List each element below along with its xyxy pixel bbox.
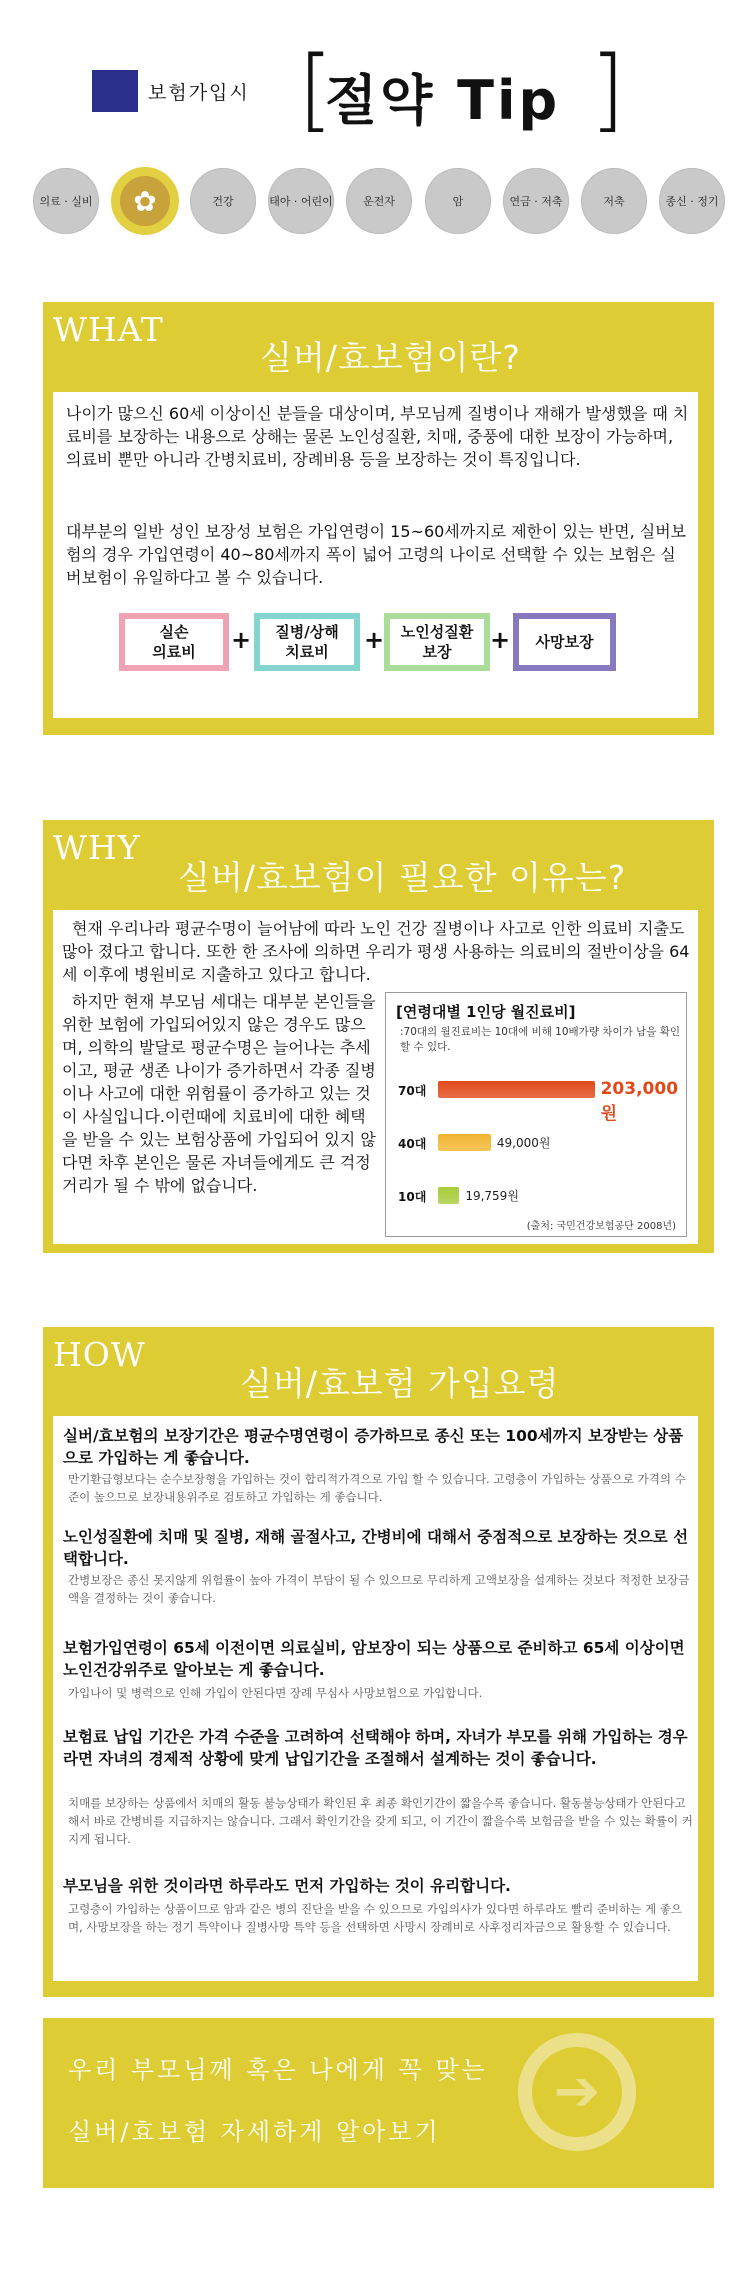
how-tip-3-detail: 가입나이 및 병력으로 인해 가입이 안된다면 장례 무심사 사망보험으로 가입합니다. — [68, 1686, 483, 1700]
nav-label: 암 — [452, 195, 464, 208]
why-paragraph-2: 하지만 현재 부모님 세대는 대부분 본인들을 위한 보험에 가입되어있지 않은 경우도 많으며, 의학의 발달로 평균수명은 늘어나는 추세이고, 평균 생존 나이가 증가하면서 각종 질병이나 사고에 대한 위험률이 증가하고 있는 것이 사실입니다.이런때에 치료비에 대한 혜택을 받을 수 있는 보험상품에 가입되어 있지 않다면 차후 본인은 물론 자녀들에게도 큰 걱정 거리가 될 수 밖에 없습니다. — [62, 992, 376, 1195]
nav-item-pension[interactable] — [503, 168, 569, 234]
how-label: HOW — [53, 1335, 146, 1374]
chip-line: 실손 — [159, 623, 189, 641]
plus-icon: + — [364, 626, 385, 654]
why-paragraph-1: 현재 우리나라 평균수명이 늘어남에 따라 노인 건강 질병이나 사고로 인한 의료비 지출도 많아 졌다고 합니다. 또한 한 조사에 의하면 우리가 평생 사용하는 의료비의 절반이상을 64세 이후에 병원비로 지출하고 있다고 합니다. — [62, 919, 690, 984]
what-paragraph-2: 대부분의 일반 성인 보장성 보험은 가입연령이 15~60세까지로 제한이 있는 반면, 실버보험의 경우 가입연령이 40~80세까지 폭이 넓어 고령의 나이로 선택할 수 있는 보험은 실버보험이 유일하다고 볼 수 있습니다. — [66, 522, 687, 587]
chart-source: (출처: 국민건강보험공단 2008년) — [526, 1221, 676, 1232]
arrow-glyph: ➔ — [553, 2059, 601, 2124]
chip-treatment — [254, 613, 360, 671]
category-nav — [33, 168, 733, 238]
title-bracket-left: [ — [298, 37, 334, 142]
chip-line: 치료비 — [285, 643, 329, 661]
chip-line: 의료비 — [152, 643, 196, 661]
plus-icon: + — [231, 626, 252, 654]
nav-label: 종신 · 정기 — [665, 195, 719, 208]
header-badge — [92, 70, 290, 112]
chart-subtitle: :70대의 월진료비는 10대에 비해 10배가량 차이가 남을 확인할 수 있다. — [400, 1026, 680, 1053]
chart-category-label: 40대 — [398, 1137, 427, 1151]
nav-item-health[interactable] — [190, 168, 256, 234]
plus-icon: + — [490, 626, 511, 654]
what-label: WHAT — [53, 310, 164, 349]
what-paragraph-1: 나이가 많으신 60세 이상이신 분들을 대상이며, 부모님께 질병이나 재해가 발생했을 때 치료비를 보장하는 내용으로 상해는 물론 노인성질환, 치매, 중풍에 대한 보장이 가능하며, 의료비 뿐만 아니라 간병치료비, 장례비용 등을 보장하는 것이 특징입니다. — [66, 404, 689, 469]
chip-line: 보장 — [422, 643, 452, 661]
how-tip-5-heading: 부모님을 위한 것이라면 하루라도 먼저 가입하는 것이 유리합니다. — [63, 1877, 511, 1895]
cta-line-1[interactable]: 우리 부모님께 혹은 나에게 꼭 맞는 — [68, 2056, 488, 2084]
nav-item-medical[interactable] — [33, 168, 99, 234]
how-tip-2-detail: 간병보장은 종신 못지않게 위험률이 높아 가격이 부담이 될 수 있으므로 무리하게 고액보장을 설계하는 것보다 적정한 보장금액을 결정하는 것이 좋습니다. — [68, 1573, 690, 1605]
nav-item-savings[interactable] — [581, 168, 647, 234]
chart-value-label: 203,000원 — [600, 1079, 679, 1124]
chip-senior-disease — [384, 613, 490, 671]
nav-label: 의료 · 실비 — [39, 195, 93, 208]
chart-category-label: 70대 — [398, 1084, 427, 1098]
how-tip-1-heading: 실버/효보험의 보장기간은 평균수명연령이 증가하므로 종신 또는 100세까지 보장받는 상품으로 가입하는 게 좋습니다. — [63, 1427, 684, 1467]
nav-label: 저축 — [603, 195, 625, 208]
chart-value-label: 19,759원 — [465, 1189, 519, 1203]
chip-line: 질병/상해 — [275, 623, 339, 641]
chip-death — [513, 613, 616, 671]
chip-line: 사망보장 — [535, 633, 594, 651]
how-title: 실버/효보험 가입요령 — [240, 1364, 560, 1403]
how-tip-4-detail: 치매를 보장하는 상품에서 치매의 활동 불능상태가 확인된 후 최종 확인기간이 짧을수록 좋습니다. 활동불능상태가 안된다고 해서 바로 간병비를 지급하지는 않습니다. 그래서 확인기간을 갖게 되고, 이 기간이 짧을수록 보험금을 받을 수 있는 확률이 커지게 됩니다. — [68, 1796, 693, 1846]
nav-item-child[interactable] — [268, 168, 334, 234]
header-badge-block — [92, 70, 138, 112]
chart-bar — [438, 1134, 491, 1151]
nav-item-whole-life[interactable] — [659, 168, 725, 234]
nav-item-silver-active[interactable] — [109, 165, 181, 237]
chart-bar — [438, 1187, 459, 1204]
nav-item-driver[interactable] — [346, 168, 412, 234]
page-title: 절약 Tip — [325, 69, 561, 132]
how-tip-3-heading: 보험가입연령이 65세 이전이면 의료실비, 암보장이 되는 상품으로 준비하고 65세 이상이면 노인건강위주로 알아보는 게 좋습니다. — [63, 1639, 685, 1679]
nav-label: 연금 · 저축 — [509, 195, 563, 208]
cost-chart — [385, 992, 687, 1237]
what-title: 실버/효보험이란? — [260, 338, 521, 377]
how-tip-2-heading: 노인성질환에 치매 및 질병, 재해 골절사고, 간병비에 대해서 중점적으로 보장하는 것으로 선택합니다. — [63, 1528, 689, 1568]
why-title: 실버/효보험이 필요한 이유는? — [178, 858, 627, 897]
chart-bar — [438, 1081, 595, 1098]
why-label: WHY — [53, 828, 141, 867]
chart-title: [연령대별 1인당 월진료비] — [396, 1003, 576, 1021]
how-tip-1-detail: 만기환급형보다는 순수보장형을 가입하는 것이 합리적가격으로 가입 할 수 있습니다. 고령층이 가입하는 상품으로 가격의 수준이 높으므로 보장내용위주로 검토하고 가입하는 게 좋습니다. — [68, 1472, 686, 1504]
how-tip-4-heading: 보험료 납입 기간은 가격 수준을 고려하여 선택해야 하며, 자녀가 부모를 위해 가입하는 경우라면 자녀의 경제적 상황에 맞게 납입기간을 조절해서 설계하는 것이 좋습니다. — [63, 1728, 688, 1768]
nav-label: 운전자 — [363, 195, 395, 208]
chart-category-label: 10대 — [398, 1190, 427, 1204]
arrow-right-icon[interactable] — [518, 2033, 636, 2151]
nav-label: 태아 · 어린이 — [269, 195, 333, 208]
chart-value-label: 49,000원 — [496, 1136, 551, 1150]
chip-medical — [119, 613, 229, 671]
how-tip-5-detail: 고령층이 가입하는 상품이므로 암과 같은 병의 진단을 받을 수 있으므로 가입의사가 있다면 하루라도 빨리 준비하는 게 좋으며, 사망보장을 하는 정기 특약이나 질병사망 특약 등을 선택하면 사망시 장례비로 사후정리자금으로 활용할 수 있습니다. — [68, 1902, 682, 1934]
chip-line: 노인성질환 — [400, 623, 474, 641]
header-badge-text: 보험가입시 — [148, 81, 250, 104]
title-bracket-right: ] — [590, 37, 626, 142]
cta-line-2[interactable]: 실버/효보험 자세하게 알아보기 — [68, 2118, 441, 2146]
lotus-icon: ✿ — [120, 176, 170, 226]
nav-label: 건강 — [212, 195, 234, 208]
nav-item-cancer[interactable] — [425, 168, 491, 234]
